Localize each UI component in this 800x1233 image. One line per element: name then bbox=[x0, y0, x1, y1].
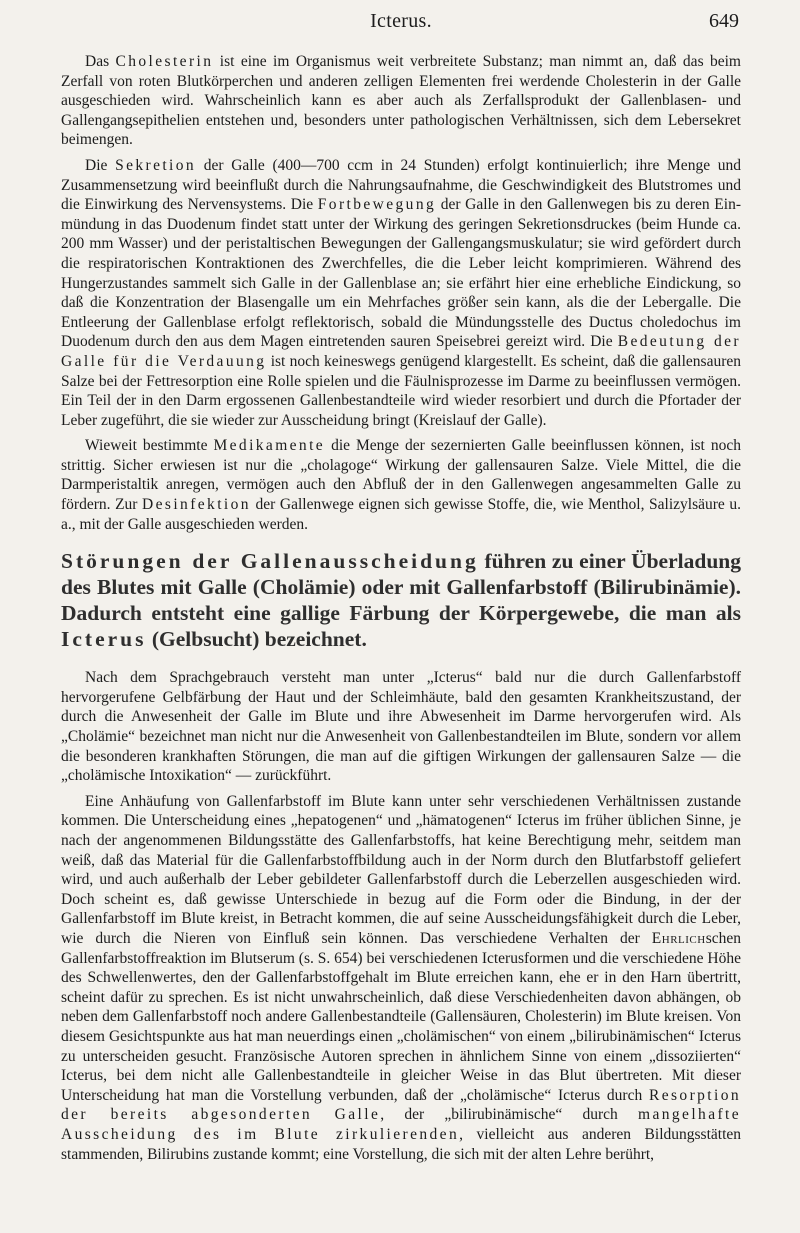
spaced-term: Medikamente bbox=[213, 437, 326, 455]
spaced-term: Sekretion bbox=[115, 156, 197, 174]
text-run: Die bbox=[85, 156, 116, 174]
text-run: führen zu einer Überladung des Blutes mit Galle (Cholämie) oder mit Gallenfarbstoff (Bilirubinämie). Dadurch entsteht eine gallige Färbung der Körpergewebe, die man als bbox=[61, 549, 741, 626]
running-title: Icterus. bbox=[370, 10, 432, 32]
page-body bbox=[61, 52, 741, 1164]
spaced-term: Cholesterin bbox=[115, 53, 214, 70]
text-run: der Galle in den Gallenwegen bis zu deren Einmündung in das Duodenum findet statt unter der Wirkung des geringen Sekretionsdruckes (beim Hunde ca. 200 mm Wasser) und der peristaltischen Bewegungen der Gallengangsmuskulatur; sie wird gefördert durch die respiratorischen Kontraktionen des Zwerchfelles, die die Leber leicht komprimieren. Während des Hungerzustandes sammelt sich Galle in der Gallenblase an; sie erfährt hier eine erhebliche Eindickung, so daß die Konzentration der Blasengalle um ein Mehrfaches größer sein kann, als die der Lebergalle. Die Entleerung der Gallenblase erfolgt reflektorisch, sobald die Mündungsstelle des Ductus choledochus im Duodenum durch den aus dem Magen eintretenden sauren Speisebrei gereizt wird. Die bbox=[61, 196, 741, 351]
spaced-term: Resorption der bereits abgesonderten Galle bbox=[61, 1086, 741, 1124]
text-run: ist eine im Organismus weit verbreitete Substanz; man nimmt an, daß das beim Zerfall von roten Blutkörperchen und anderen zelligen Elementen frei werdende Cholesterin in der Galle ausgeschieden wird. Wahrscheinlich kann es aber auch als Zerfallsprodukt der Gallenblasen- und Gallengangsepithelien entstehen und, besonders unter pathologischen Verhältnissen, sich dem Lebersekret beimengen. bbox=[61, 53, 741, 149]
paragraph-medikamente bbox=[61, 436, 741, 534]
spaced-term: Icterus bbox=[61, 627, 147, 652]
paragraph-anhaeufung bbox=[61, 792, 741, 1164]
summary-statement bbox=[61, 548, 741, 652]
text-run: schen Gallenfarbstoffreaktion im Blutserum (s. S. 654) bei verschiedenen Icterusformen und die verschiedene Höhe des Schwellenwertes, den der Gallenfarbstoffgehalt im Blute erreichen kann, ehe er in den Harn übertritt, scheint dafür zu sprechen. Es ist nicht unwahrscheinlich, daß diese Verschiedenheiten davon abhängen, ob neben dem Gallenfarbstoff noch andere Gallenbestandteile (Gallensäuren, Cholesterin) im Blute kreisen. Von diesem Gesichtspunkte aus hat man neuerdings einen „cholämischen“ von einem „bilirubinämischen“ Icterus zu unterscheiden gesucht. Französische Autoren sprechen in ähnlichem Sinne von einem „dissoziierten“ Icterus, bei dem nicht alle Gallenbestandteile in gleicher Weise in das Blut übertreten. Mit dieser Unterscheidung hat man die Vorstellung verbunden, daß der „cholämische“ Icterus durch bbox=[61, 929, 741, 1104]
page-number: 649 bbox=[709, 10, 739, 32]
running-header bbox=[61, 0, 741, 40]
text-run: , vielleicht aus anderen Bildungsstätten stammenden, Bilirubins zustande kommt; eine Vorstellung, die sich mit der alten Lehre berührt, bbox=[61, 1125, 741, 1163]
paragraph-sprachgebrauch bbox=[61, 668, 741, 786]
spaced-term: Desinfektion bbox=[142, 496, 251, 514]
text-run: Wieweit bestimmte bbox=[85, 437, 214, 455]
text-run: Nach dem Sprachgebrauch versteht man unter „Icterus“ bald nur die durch Gallenfarbstoff hervorgerufene Gelbfärbung der Haut und der Schleimhäute, bald den gesamten Krankheitszustand, der durch die Anwesenheit der Galle im Blute und ihre Abwesenheit im Darme hervorgerufen wird. Als „Cholämie“ bezeichnet man nicht nur die Anwesenheit von Gallenbestandteilen im Blute, sondern vor allem die besonderen krankhaften Störungen, die man auf die giftigen Wirkungen der gallensauren Salze — die „cholämische Intoxikation“ — zurückführt. bbox=[61, 669, 741, 785]
text-run: Eine Anhäufung von Gallenfarbstoff im Blute kann unter sehr verschiedenen Verhältnissen zustande kommen. Die Unterscheidung eines „hepatogenen“ und „hämatogenen“ Icterus im früher üblichen Sinne, je nach der angenommenen Bildungsstätte des Gallenfarbstoffs, hat keine Berechtigung mehr, seitdem man weiß, daß das Material für die Gallenfarbstoffbildung auch in der Norm durch den Blutfarbstoff geliefert wird, und auch außerhalb der Leber gebildeter Gallenfarbstoff durch die Leberzellen ausgeschieden wird. Doch scheint es, daß gewisse Unterschiede in bezug auf die Form oder die Bindung, in der der Gallenfarbstoff im Blute kreist, in Betracht kommen, die auf seine Ausscheidungsfähigkeit durch die Leber, wie durch die Nieren von Einfluß sein können. Das verschiedene Verhalten der bbox=[61, 792, 741, 947]
text-run: ist noch keineswegs genügend klargestellt. Es scheint, daß die gallensauren Salze bei der Fettresorption eine Rolle spielen und die Fäulnisprozesse im Darme zu beeinflussen vermögen. Ein Teil der in den Darm ergossenen Gallenbestandteile wird wieder resorbiert und durch die Pfortader der Leber zugeführt, die sie wieder zur Ausscheidung bringt (Kreislauf der Galle). bbox=[61, 352, 741, 429]
text-run: die Menge der sezernierten Galle beeinflussen können, ist noch strittig. Sicher erwiesen ist nur die „cholagoge“ Wirkung der gallensauren Salze. Viele Mittel, die die Darmperistaltik anregen, vermögen auch den Abfluß der in den Gallenwegen angesammelten Galle zu fördern. Zur bbox=[61, 437, 741, 514]
spaced-term: Störungen der Gallenausscheidung bbox=[61, 549, 479, 574]
spaced-term: mangelhafte Ausscheidung des im Blute zirkulierenden bbox=[61, 1106, 742, 1143]
paragraph-sekretion bbox=[61, 156, 741, 430]
text-run: , der „bilirubinämische“ durch bbox=[380, 1106, 639, 1124]
paragraph-cholesterin bbox=[61, 52, 741, 150]
text-run: der Gallenwege eignen sich gewisse Stoffe, die, wie Menthol, Salizylsäure u. a., mit der Galle ausgeschieden werden. bbox=[61, 496, 741, 533]
text-run: (Gelbsucht) bezeichnet. bbox=[146, 627, 367, 652]
spaced-term: Fortbewegung bbox=[317, 196, 437, 214]
text-run: Das bbox=[85, 53, 116, 70]
author-name: Ehrlich bbox=[651, 929, 706, 947]
spaced-term: Bedeutung der Galle für die Verdauung bbox=[61, 333, 741, 370]
text-run: der Galle (400—700 ccm in 24 Stunden) erfolgt kontinuierlich; ihre Menge und Zusammensetzung wird beeinflußt durch die Nahrungsaufnahme, die Geschwindigkeit des Blutstromes und die Einwirkung des Nervensystems. Die bbox=[61, 156, 741, 214]
